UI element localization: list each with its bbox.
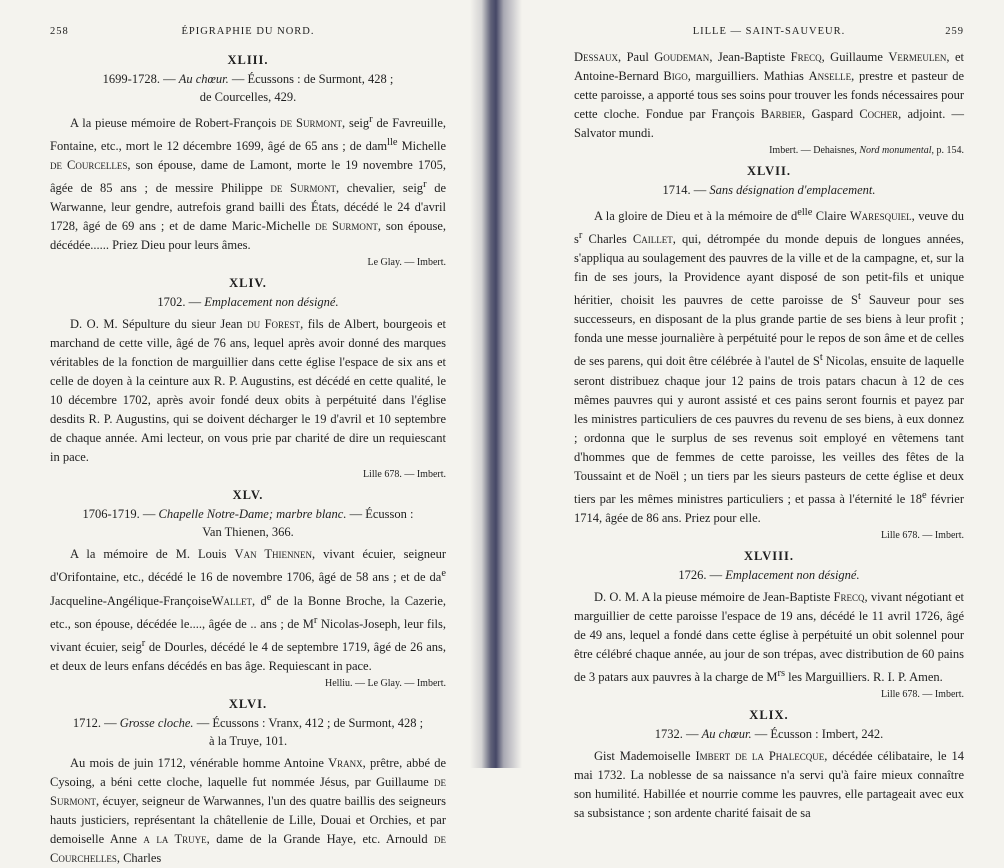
entry-source-xlviii: Lille 678. — Imbert. [880, 688, 964, 700]
entry-number-xlviii: XLVIII. [744, 548, 794, 563]
continuation-text-xlvi: Dessaux, Paul Goudeman, Jean-Baptiste Frecq, Guillaume Vermeulen, et Antoine-Bernard Bigo, marguilliers. Mathias Anselle, prestre et pasteur de cette paroisse, a apporté tous ses soins pour trouver les fonds nécessaires pour cette cloche. Fondue par François Barbier, Gaspard Cocher, adjoint. — Salvator mundi. [574, 50, 965, 140]
right-page [504, 0, 1004, 820]
entry-number-xlv: XLV. [232, 488, 264, 503]
entry-source-xlvii: Lille 678. — Imbert. [880, 529, 964, 541]
entry-source-xliv: Lille 678. — Imbert. [362, 469, 446, 481]
entry-title-xlix: 1732. — Au chœur. — Écusson : Imbert, 242. [654, 726, 884, 741]
left-page-number: 258 [50, 26, 69, 37]
entry-text-xlv: A la mémoire de M. Louis Van Thiennen, vivant écuier, seigneur d'Orifontaine, etc., décédé le 16 de novembre 1706, âgé de 58 ans ; et de $da^e$ Jacqueline-Angélique-FrançoiseWallet, $d^e$ de la Bonne Broche, la Cazerie, etc., son épouse, décédée le...., âgée de .. ans ; de $M^r$ Nicolas-Joseph, leur fils, vivant écuier, seig$^r$ de Dourles, décédé le 4 de septembre 1719, âgé de 26 ans, et deux de leurs enfans décédés en bas âge. Requiescant in pace. [50, 547, 447, 674]
entry-number-xliii: XLIII. [227, 53, 269, 67]
entry-title-xlv: 1706-1719. — Chapelle Notre-Dame; marbre blanc. — Écusson : Van Thienen, 366. [82, 507, 414, 540]
entry-number-xlix: XLIX. [749, 707, 789, 722]
right-running-title: LILLE — SAINT-SAUVEUR. [692, 26, 846, 37]
entry-source-xliii: Le Glay. — Imbert. [367, 257, 446, 269]
right-page-number: 259 [945, 26, 964, 37]
entry-text-xliv: D. O. M. Sépulture du sieur Jean du Forest, fils de Albert, bourgeois et marchand de cette ville, âgé de 76 ans, lequel après avoir donné des marques véritables de la fonction de marguillier dans cette église l'espace de six ans et celle de doyen à la ceinture aux R. P. Augustins, est décédé en cette qualité, le 10 décembre 1702, après avoir fondé deux obits à perpétuité dans l'église desdits R. P. Augustins, qui se doivent décharger le 19 d'avril et 10 septembre de chaque année. Ami lecteur, on vous prie par charité de dire un requiescant in pace. [50, 317, 446, 465]
entry-title-xlvi: 1712. — Grosse cloche. — Écussons : Vranx, 412 ; de Surmont, 428 ; à la Truye, 101. [72, 716, 424, 749]
entry-number-xliv: XLIV. [229, 276, 267, 291]
left-running-title: ÉPIGRAPHIE DU NORD. [181, 26, 315, 37]
entry-title-xliv: 1702. — Emplacement non désigné. [157, 295, 339, 310]
left-page-header [50, 26, 446, 48]
entry-number-xlvi: XLVI. [228, 697, 268, 712]
entry-text-xlvi: Au mois de juin 1712, vénérable homme Antoine Vranx, prêtre, abbé de Cysoing, a béni cette cloche, laquelle fut nommée Jésus, par Guillaume de Surmont, écuyer, seigneur de Warwannes, l'un des quatre baillis des seigneurs hauts justiciers, représentant la châtellenie de Lille, Douai et Orchies, et par demoiselle Anne a la Truye, dame de la Grande Haye, etc. Arnould de Courchelles, Charles [50, 756, 447, 866]
entry-text-xlviii: D. O. M. A la pieuse mémoire de Jean-Baptiste Frecq, vivant négotiant et marguillier de cette paroisse l'espace de 19 ans, décédé le 11 avril 1726, âgé de 49 ans, lequel a fondé dans cette église à perpétuité un obit solennel pour être célébré chaque année, au jour de son trépas, avec distribution de 60 pains de 3 patars aux pauvres à la charge de $M^{rs}$ les Marguilliers. R. I. P. Amen. [574, 589, 965, 684]
entry-title-xlviii: 1726. — Emplacement non désigné. [678, 567, 860, 582]
entry-source-xlvi: Imbert. — Dehaisnes, Nord monumental, p. 154. [769, 145, 964, 156]
entry-number-xlvii: XLVII. [746, 164, 792, 178]
entry-text-xliii: A la pieuse mémoire de Robert-François de Surmont, seig$^r$ de Favreuille, Fontaine, etc., mort le 12 décembre 1699, âgé de 65 ans ; de dam$^{lle}$ Michelle de Courcelles, son épouse, dame de Lamont, morte le 19 novembre 1705, âgée de 85 ans ; de messire Philippe de Surmont, chevalier, seig$^r$ de Warwanne, leur gendre, autrefois grand bailli des États, décédé le 24 d'avril 1728, âgé de 69 ans ; et de dame Maric-Michelle de Surmont, son épouse, décédée...... Priez Dieu pour leurs âmes. [50, 114, 447, 253]
entry-title-xliii: 1699-1728. — Au chœur. — Écussons : de Surmont, 428 ; de Courcelles, 429. [102, 72, 394, 104]
entry-title-xlvii: 1714. — Sans désignation d'emplacement. [662, 183, 876, 197]
left-page [0, 0, 492, 866]
entry-text-xlvii: A la gloire de Dieu et à la mémoire de $d^{elle}$ Claire Waresquiel, veuve du $s^r$ Charles Caillet, qui, détrompée du monde depuis de longues années, s'appliqua au soulagement des pauvres de la ville et de la campagne, et, sur la fin de ses jours, la Providence ayant disposé de son petit-fils et unique héritier, choisit les pauvres de cette paroisse de $S^t$ Sauveur pour ses successeurs, en disposant de la plus grande partie de ses biens à leur profit ; fonda une messe journalière à perpétuité pour le repos de son âme et de celles de ses parens, qui doit être célébrée à l'autel de $S^t$ Nicolas, ensuite de laquelle seront distribuez chaque jour 12 pains de trois patars chacun à 12 de ces mêmes pauvres qui y auront assisté et ces pains seront fournis et payez par les ministres particuliers de ces pauvres du revenu de ses biens, à eux donnez ; ordonna que le surplus de ses revenus soit employé en vêtemens tant d'hommes que de femmes de cette paroisse, les veilles des fêtes de la Toussaint et de Noël ; un tiers par les sieurs pasteurs de cette église et deux tiers par les mêmes ministres particuliers ; et passa à l'éternité le 18e février 1714, âgée de 86 ans. Priez pour elle. [574, 207, 965, 525]
right-page-header [574, 26, 964, 48]
entry-text-xlix: Gist Mademoiselle Imbert de la Phalecque, décédée célibataire, le 14 mai 1732. La noblesse de sa naissance n'a servi qu'à faire mieux connaître son humilité. Habillée et nourrie comme les pauvres, elle partageait avec eux sa subsistance ; son ardente charité faisait de sa [574, 748, 964, 820]
entry-source-xlv: Helliu. — Le Glay. — Imbert. [325, 678, 446, 690]
